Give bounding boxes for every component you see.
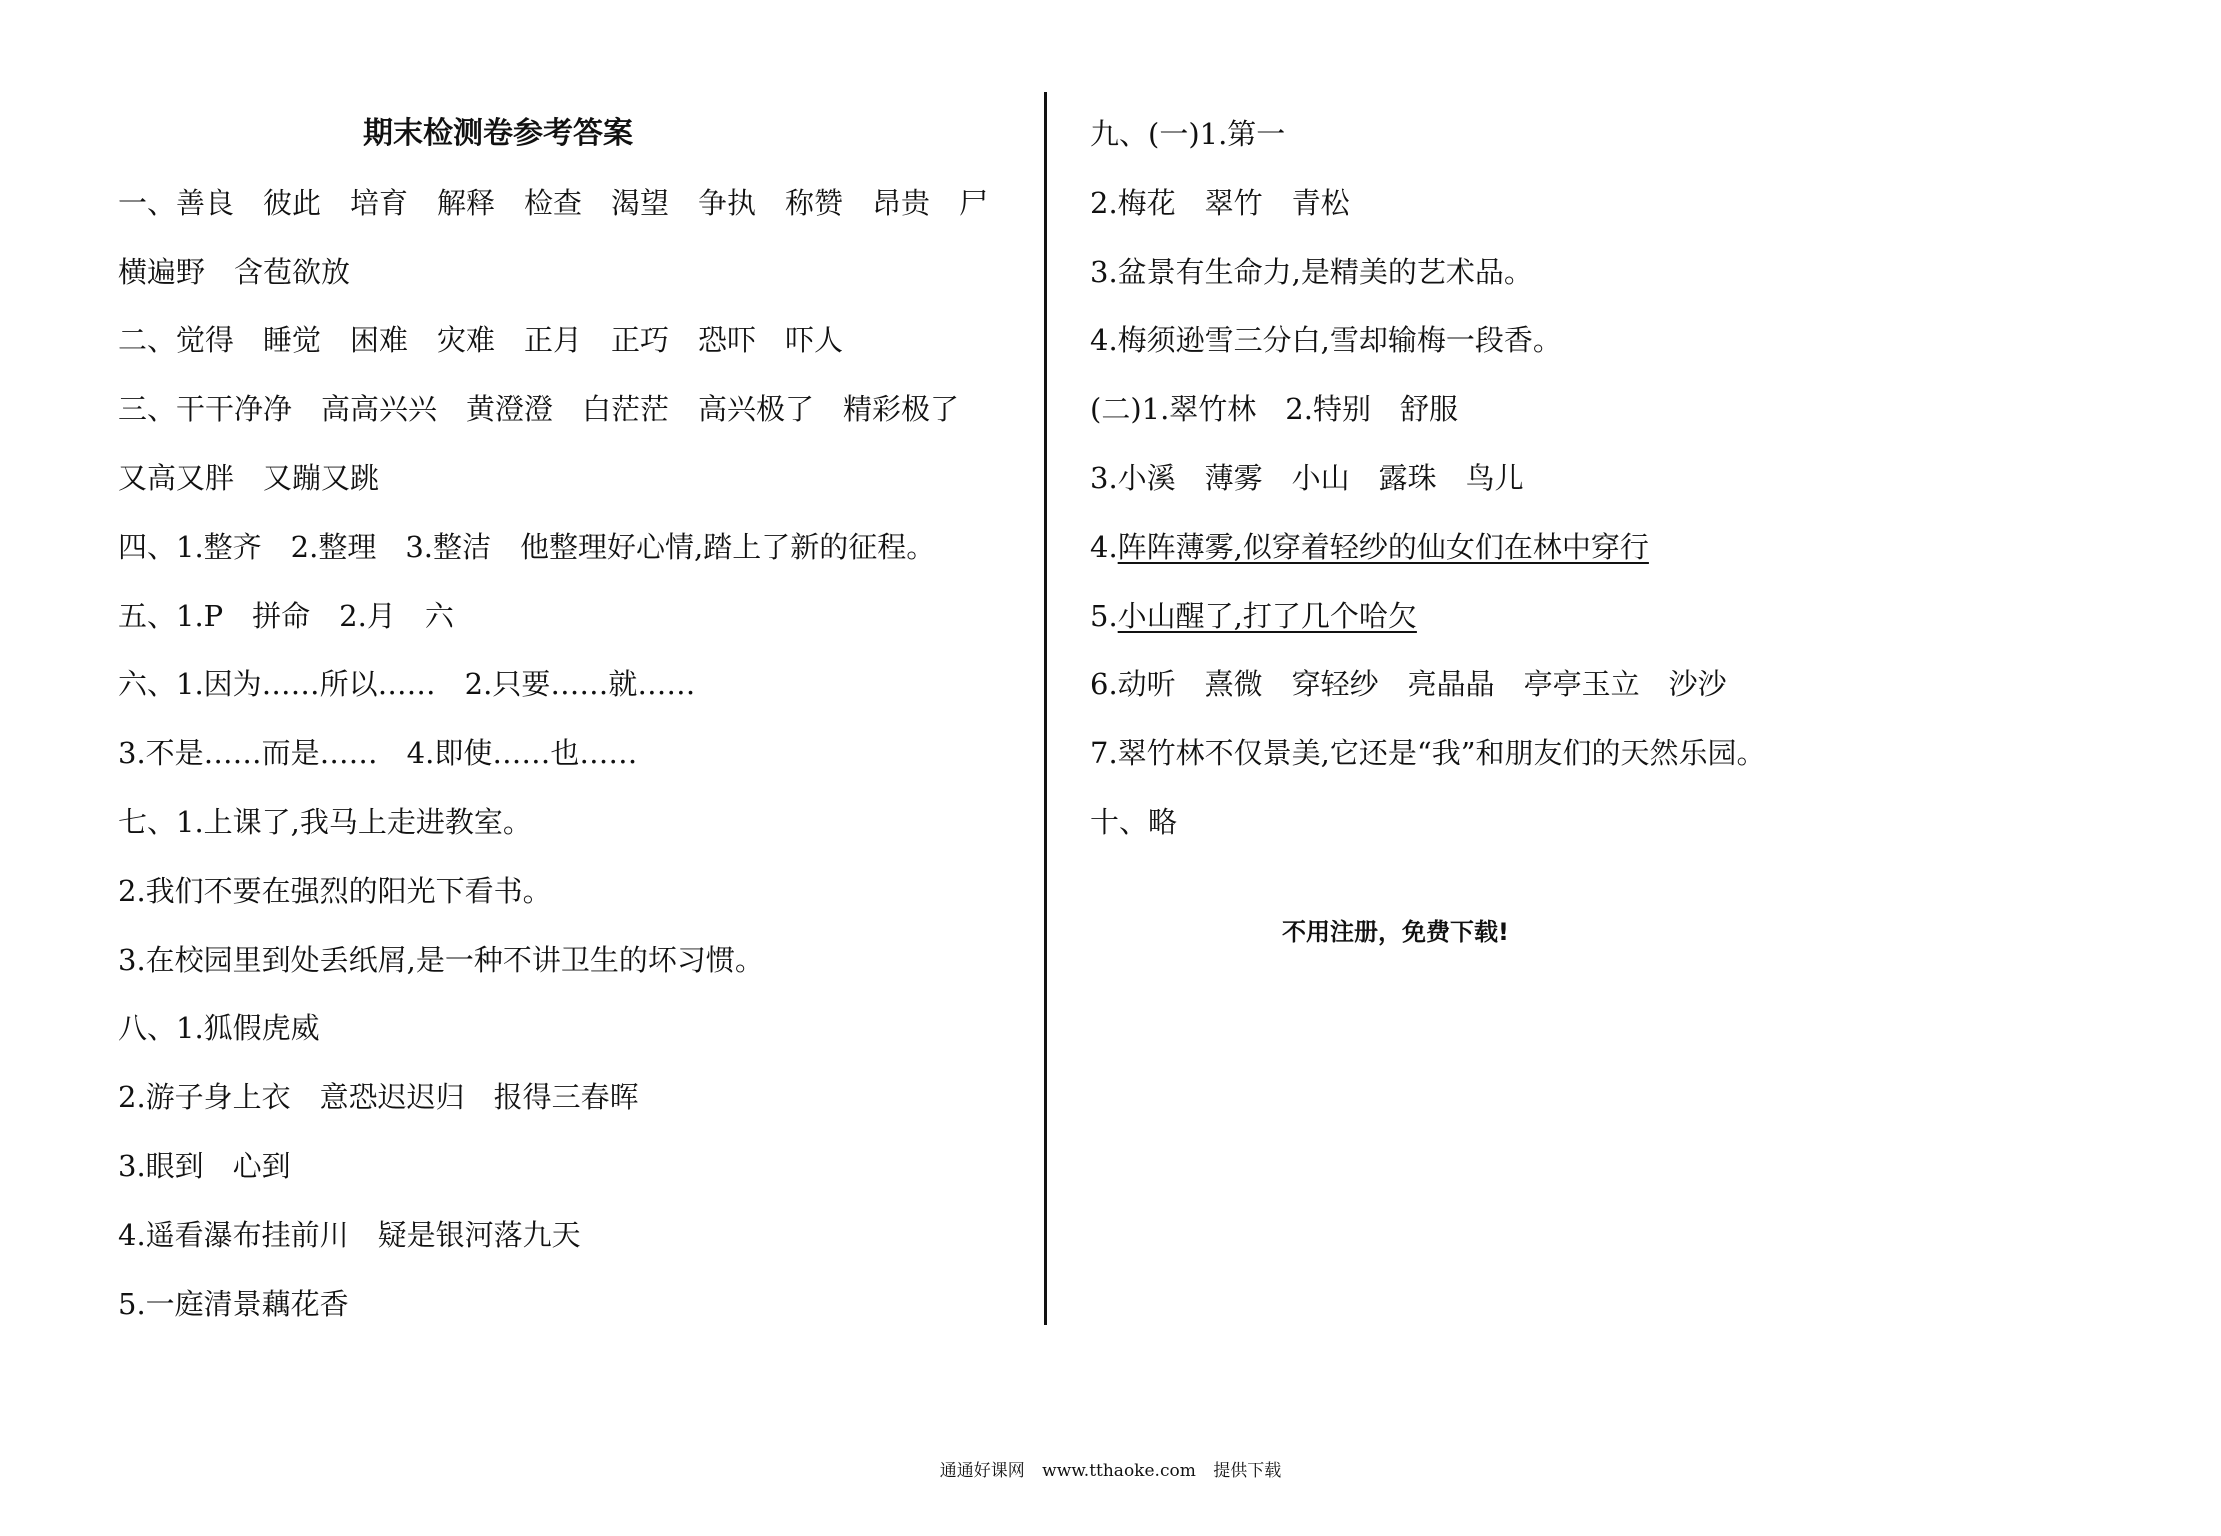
column-divider — [1044, 92, 1047, 1325]
answer-line-underlined — [1090, 513, 2090, 582]
answer-line: 三、干干净净 高高兴兴 黄澄澄 白茫茫 高兴极了 精彩极了 — [118, 392, 960, 427]
answer-line: 2.梅花 翠竹 青松 — [1090, 185, 1350, 220]
answer-line: 横遍野 含苞欲放 — [118, 254, 351, 289]
promo-text: 不用注册，免费下载! — [1282, 918, 1509, 946]
answer-line: 4.遥看瀑布挂前川 疑是银河落九天 — [118, 1217, 581, 1252]
answer-number: 4. — [1090, 529, 1118, 564]
answer-line: 4.梅须逊雪三分白,雪却输梅一段香。 — [1090, 323, 1562, 358]
answer-line: 3.小溪 薄雾 小山 露珠 鸟儿 — [1090, 460, 1524, 495]
answer-line: 四、1.整齐 2.整理 3.整洁 他整理好心情,踏上了新的征程。 — [118, 529, 936, 564]
answer-line: 2.我们不要在强烈的阳光下看书。 — [118, 873, 552, 908]
answer-line: 六、1.因为……所以…… 2.只要……就…… — [118, 667, 696, 702]
page-title: 期末检测卷参考答案 — [363, 116, 633, 151]
answer-line: 5.一庭清景藕花香 — [118, 1286, 349, 1321]
answer-line: 一、善良 彼此 培育 解释 检查 渴望 争执 称赞 昂贵 尸 — [118, 185, 989, 220]
underlined-answer: 阵阵薄雾,似穿着轻纱的仙女们在林中穿行 — [1117, 529, 1649, 564]
answer-line: 二、觉得 睡觉 困难 灾难 正月 正巧 恐吓 吓人 — [118, 323, 844, 358]
footer-site-name: 通通好课网 — [939, 1461, 1025, 1481]
underlined-answer: 小山醒了,打了几个哈欠 — [1117, 598, 1417, 633]
answer-line: 3.不是……而是…… 4.即使……也…… — [118, 736, 638, 771]
answer-number: 5. — [1090, 598, 1118, 633]
answer-line: 7.翠竹林不仅景美,它还是“我”和朋友们的天然乐园。 — [1090, 736, 1766, 771]
answer-line: 又高又胖 又蹦又跳 — [118, 460, 380, 495]
footer-url[interactable]: www.tthaoke.com — [1042, 1461, 1196, 1481]
answer-line: 七、1.上课了,我马上走进教室。 — [118, 804, 532, 839]
footer-suffix: 提供下载 — [1213, 1461, 1282, 1481]
answer-line-underlined — [1090, 582, 2090, 651]
left-column — [118, 100, 1018, 1338]
answer-line: 十、略 — [1090, 804, 1178, 839]
answer-line: (二)1.翠竹林 2.特别 舒服 — [1090, 392, 1458, 427]
answer-line: 九、(一)1.第一 — [1090, 117, 1286, 151]
page-footer — [0, 1458, 2221, 1484]
answer-line: 八、1.狐假虎威 — [118, 1011, 320, 1046]
right-column — [1090, 100, 2090, 857]
answer-line: 6.动听 熹微 穿轻纱 亮晶晶 亭亭玉立 沙沙 — [1090, 667, 1727, 702]
answer-line: 3.眼到 心到 — [118, 1148, 291, 1183]
answer-line: 3.在校园里到处丢纸屑,是一种不讲卫生的坏习惯。 — [118, 942, 764, 977]
answer-line: 3.盆景有生命力,是精美的艺术品。 — [1090, 254, 1533, 289]
answer-line: 五、1.P 拼命 2.月 六 — [118, 598, 454, 633]
answer-line: 2.游子身上衣 意恐迟迟归 报得三春晖 — [118, 1080, 639, 1115]
